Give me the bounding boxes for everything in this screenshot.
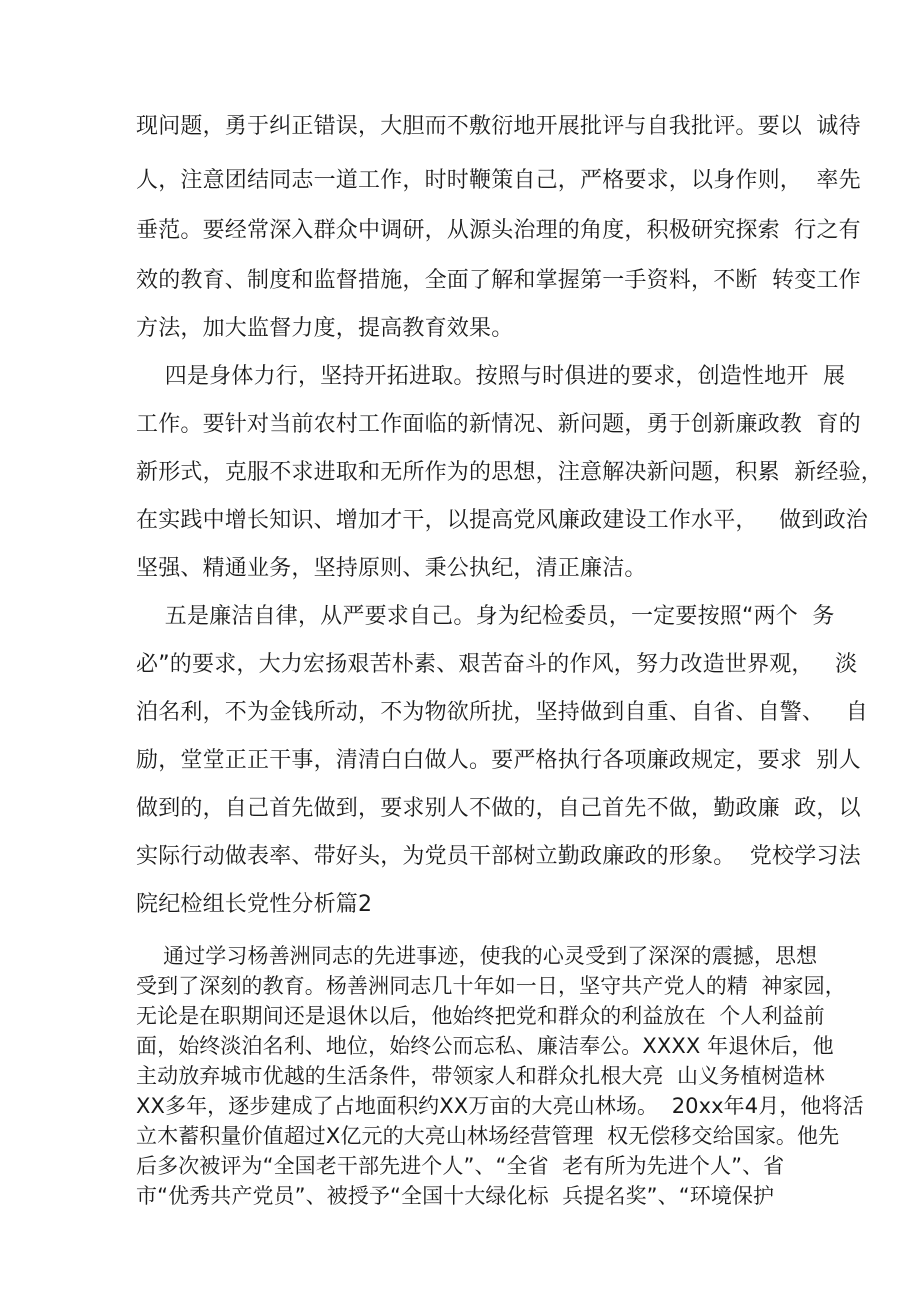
text-line: 新形式，克服不求进取和无所作为的思想，注意解决新问题，积累 新经验， bbox=[136, 460, 883, 485]
text-line: 在实践中增长知识、增加才干，以提高党风廉政建设工作水平， 做到政治 bbox=[136, 508, 868, 533]
text-line: 坚强、精通业务，坚持原则、秉公执纪，清正廉洁。 bbox=[136, 556, 647, 581]
text-line: 方法，加大监督力度，提高教育效果。 bbox=[136, 316, 514, 341]
text-line: 工作。要针对当前农村工作面临的新情况、新问题，勇于创新廉政教 育的 bbox=[136, 412, 861, 437]
text-line: XX多年，逐步建成了占地面积约XX万亩的大亮山林场。 20xx年4月，他将活 bbox=[136, 1094, 864, 1118]
text-line: 做到的，自己首先做到，要求别人不做的，自己首先不做，勤政廉 政，以 bbox=[136, 796, 861, 821]
text-line: 实际行动做表率、带好头，为党员干部树立勤政廉政的形象。 党校学习法 bbox=[136, 844, 861, 869]
text-line: 后多次被评为“全国老干部先进个人”、“全省 老有所为先进个人”、省 bbox=[136, 1154, 785, 1178]
text-line: 立木蓄积量价值超过X亿元的大亮山林场经营管理 权无偿移交给国家。他先 bbox=[136, 1124, 840, 1148]
text-line: 人，注意团结同志一道工作，时时鞭策自己，严格要求，以身作则， 率先 bbox=[136, 168, 861, 193]
text-line: 四是身体力行，坚持开拓进取。按照与时俱进的要求，创造性地开 展 bbox=[136, 364, 846, 389]
text-line: 泊名利，不为金钱所动，不为物欲所扰，坚持做到自重、自省、自警、 自 bbox=[136, 700, 868, 725]
text-line: 必”的要求，大力宏扬艰苦朴素、艰苦奋斗的作风，努力改造世界观， 淡 bbox=[136, 652, 858, 677]
text-line: 无论是在职期间还是退休以后，他始终把党和群众的利益放在 个人利益前 bbox=[136, 1004, 825, 1028]
text-line: 市“优秀共产党员”、被授予“全国十大绿化标 兵提名奖”、“环境保护 bbox=[136, 1184, 775, 1208]
text-line: 通过学习杨善洲同志的先进事迹，使我的心灵受到了深深的震撼，思想 bbox=[136, 944, 818, 968]
text-line: 效的教育、制度和监督措施，全面了解和掌握第一手资料，不断 转变工作 bbox=[136, 268, 861, 293]
section-heading: 院纪检组长党性分析篇2 bbox=[136, 892, 373, 917]
text-line: 主动放弃城市优越的生活条件，带领家人和群众扎根大亮 山义务植树造林 bbox=[136, 1064, 825, 1088]
text-line: 受到了深刻的教育。杨善洲同志几十年如一日，坚守共产党人的精 神家园， bbox=[136, 974, 846, 998]
text-line: 五是廉洁自律，从严要求自己。身为纪检委员，一定要按照“两个 务 bbox=[136, 604, 835, 629]
text-line: 现问题，勇于纠正错误，大胆而不敷衍地开展批评与自我批评。要以 诚待 bbox=[136, 114, 861, 139]
text-line: 垂范。要经常深入群众中调研，从源头治理的角度，积极研究探索 行之有 bbox=[136, 218, 861, 243]
text-line: 面，始终淡泊名利、地位，始终公而忘私、廉洁奉公。XXXX 年退休后，他 bbox=[136, 1034, 834, 1058]
text-line: 励，堂堂正正干事，清清白白做人。要严格执行各项廉政规定，要求 别人 bbox=[136, 748, 861, 773]
